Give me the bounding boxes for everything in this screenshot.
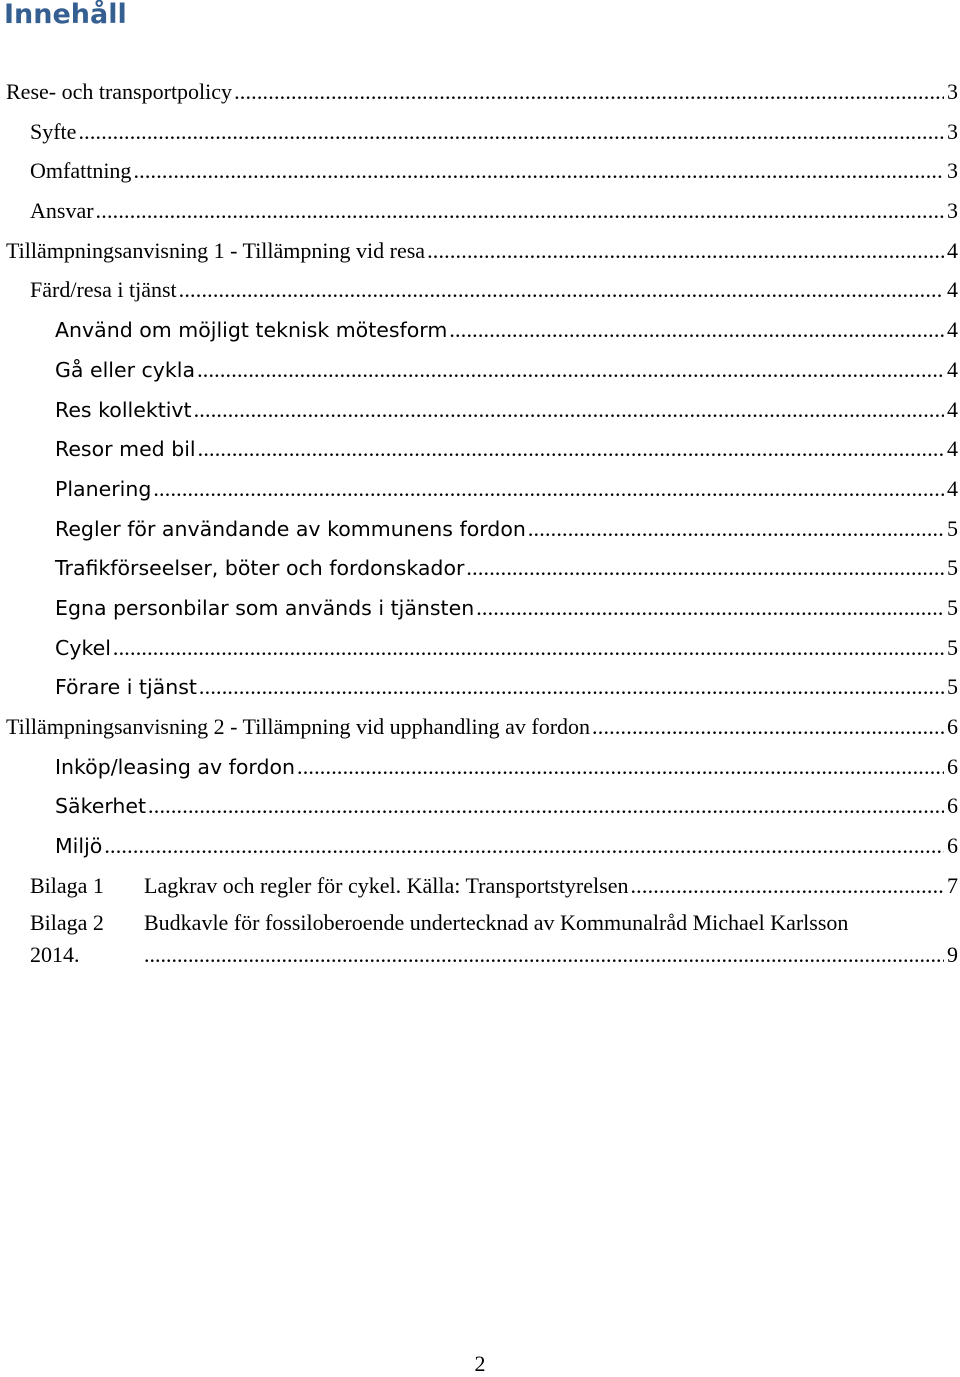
toc-leader-dots: [630, 866, 944, 906]
toc-entry-page: 5: [947, 634, 958, 660]
toc-entry-page: 4: [947, 277, 958, 303]
appendix-2-label: Bilaga 2: [30, 910, 104, 936]
toc-entry-title: Förare i tjänst: [55, 675, 197, 700]
toc-entry-title: Tillämpningsanvisning 1 - Tillämpning vid resa: [6, 237, 426, 263]
toc-entry-title: Färd/resa i tjänst: [30, 277, 177, 303]
toc-leader-dots: [144, 937, 944, 973]
toc-leader-dots: [528, 509, 944, 549]
toc-entry[interactable]: [0, 429, 960, 469]
toc-entry-page: 5: [947, 515, 958, 541]
toc-entry-page: 6: [947, 714, 958, 739]
toc-entry-appendix-1[interactable]: [0, 866, 960, 906]
toc-entry-page: 5: [947, 594, 958, 620]
toc-entry-page: 4: [947, 317, 958, 343]
toc-entry-page: 3: [947, 118, 958, 144]
toc-entry-page: 6: [947, 753, 958, 779]
toc-leader-dots: [427, 231, 944, 271]
toc-leader-dots: [113, 628, 944, 668]
toc-leader-dots: [198, 429, 944, 469]
toc-leader-dots: [179, 270, 944, 310]
toc-entry[interactable]: [0, 231, 960, 271]
appendix-1-label: Bilaga 1: [30, 872, 104, 898]
toc-entry[interactable]: [0, 628, 960, 668]
toc-leader-dots: [148, 786, 944, 826]
appendix-2-year: 2014.: [30, 942, 80, 968]
toc-entry-title: Regler för användande av kommunens fordon: [55, 516, 526, 541]
toc-entry[interactable]: [0, 548, 960, 588]
toc-entry-page: 6: [947, 833, 958, 859]
toc-entry-title: Ansvar: [30, 198, 94, 224]
toc-entry-page: 5: [947, 555, 958, 581]
toc-entry-title: Res kollektivt: [55, 397, 192, 422]
toc-entry[interactable]: [0, 826, 960, 866]
toc-leader-dots: [78, 112, 944, 152]
toc-entry[interactable]: [0, 747, 960, 787]
toc-entry-title: Resor med bil: [55, 437, 196, 462]
toc-entry[interactable]: [0, 112, 960, 152]
toc-entry-page: 4: [947, 396, 958, 422]
toc-entry-title: Syfte: [30, 118, 77, 144]
toc-entry-page: 4: [947, 237, 958, 263]
toc-entry-title: Egna personbilar som används i tjänsten: [55, 595, 475, 620]
toc-entry[interactable]: [0, 270, 960, 310]
toc-leader-dots: [476, 588, 944, 628]
toc-leader-dots: [199, 667, 944, 707]
toc-entry-title: Använd om möjligt teknisk mötesform: [55, 318, 448, 343]
toc-entry[interactable]: [0, 786, 960, 826]
table-of-contents: [0, 72, 960, 977]
toc-leader-dots: [197, 350, 944, 390]
toc-entry-title: Miljö: [55, 834, 103, 859]
toc-entry-page: 3: [947, 79, 958, 104]
toc-entry-page: 4: [947, 436, 958, 462]
toc-entry[interactable]: [0, 310, 960, 350]
appendix-1-page: 7: [947, 872, 958, 898]
toc-entry-title: Tillämpningsanvisning 2 - Tillämpning vid upphandling av fordon: [6, 714, 591, 739]
toc-entry-page: 4: [947, 356, 958, 382]
toc-entry-page: 6: [947, 793, 958, 819]
toc-leader-dots: [234, 72, 944, 112]
toc-entry-page: 3: [947, 198, 958, 224]
toc-leader-dots: [104, 826, 944, 866]
toc-entry-page: 3: [947, 158, 958, 184]
toc-leader-dots: [592, 707, 944, 747]
toc-entry-title: Säkerhet: [55, 794, 147, 819]
toc-entry[interactable]: [0, 72, 960, 112]
toc-entry[interactable]: [0, 191, 960, 231]
toc-leader-dots: [96, 191, 944, 231]
toc-entry[interactable]: [0, 151, 960, 191]
toc-entry[interactable]: [0, 509, 960, 549]
toc-entry[interactable]: [0, 707, 960, 747]
toc-leader-dots: [194, 390, 944, 430]
page-number: 2: [474, 1351, 486, 1376]
toc-entry-title: Gå eller cykla: [55, 357, 196, 382]
toc-entry-page: 5: [947, 674, 958, 700]
toc-entry-title: Trafikförseelser, böter och fordonskador: [55, 556, 465, 581]
toc-entry-page: 4: [947, 475, 958, 501]
toc-leader-dots: [153, 469, 944, 509]
toc-entry[interactable]: [0, 588, 960, 628]
toc-leader-dots: [297, 747, 944, 787]
toc-leader-dots: [133, 151, 944, 191]
toc-entry[interactable]: [0, 350, 960, 390]
toc-entry-appendix-2[interactable]: [0, 905, 960, 977]
toc-entry-title: Omfattning: [30, 158, 132, 184]
appendix-1-title: Lagkrav och regler för cykel. Källa: Transportstyrelsen: [144, 872, 629, 898]
toc-entry-title: Inköp/leasing av fordon: [55, 754, 295, 779]
toc-leader-dots: [449, 310, 944, 350]
toc-entry-title: Planering: [55, 476, 152, 501]
appendix-2-page: 9: [947, 942, 958, 968]
toc-entry[interactable]: [0, 390, 960, 430]
toc-entry[interactable]: [0, 469, 960, 509]
toc-entry-title: Rese- och transportpolicy: [6, 79, 233, 104]
toc-entry[interactable]: [0, 667, 960, 707]
toc-entry-title: Cykel: [55, 635, 111, 660]
toc-leader-dots: [466, 548, 944, 588]
toc-heading: Innehåll: [4, 0, 127, 30]
appendix-2-title: Budkavle för fossiloberoende undertecknad av Kommunalråd Michael Karlsson: [144, 910, 849, 936]
